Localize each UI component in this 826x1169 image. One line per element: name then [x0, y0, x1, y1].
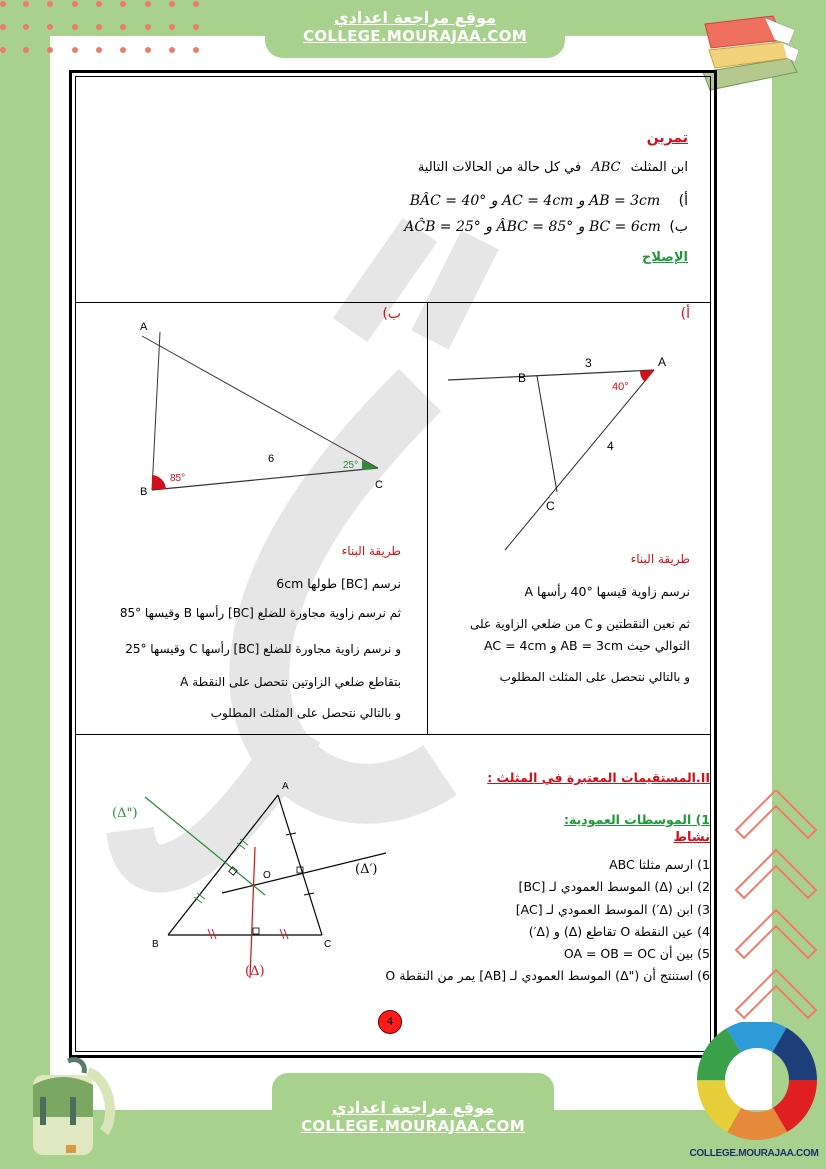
part-a-line-4: و بالتالي نتحصل على المثلث المطلوب	[499, 670, 690, 684]
label-b: B	[152, 939, 159, 950]
label-delta: (Δ)	[245, 964, 265, 979]
page-number: 4	[378, 1010, 402, 1034]
figure-perpendicular-bisectors	[100, 775, 400, 985]
label-b: B	[140, 486, 148, 498]
part-b-line-4: بتقاطع ضلعي الزاوتين نتحصل على النقطة A	[180, 675, 401, 689]
footer-site-url[interactable]: COLLEGE.MOURAJAA.COM	[301, 1117, 525, 1135]
case-b	[404, 219, 688, 235]
solution-title: الإصلاح	[642, 250, 688, 265]
part-b-method-title: طريقة البناء	[341, 544, 401, 558]
activity-item-5: 5) بين أن OA = OB = OC	[563, 946, 710, 961]
angle-b-mark	[152, 475, 166, 490]
activity-item-1: 1) ارسم مثلثا ABC	[609, 857, 710, 872]
label-a: A	[282, 781, 289, 792]
part-b-line-5: و بالتالي نتحصل على المثلث المطلوب	[210, 706, 401, 720]
part-a-label: أ)	[680, 306, 690, 322]
figure-b-triangle	[130, 318, 390, 498]
activity-item-4: 4) عين النقطة O تقاطع (Δ) و (Δ′)	[528, 924, 710, 939]
case-a-text: BÂC = 40° و AC = 4cm و AB = 3cm	[409, 193, 661, 209]
label-delta-double-prime: (Δ")	[112, 806, 138, 821]
prompt-rest: في كل حالة من الحالات التالية	[417, 160, 582, 175]
chevron-decorations	[732, 790, 822, 1040]
label-ab-length: 3	[585, 356, 592, 370]
label-angle-a: 40°	[612, 381, 629, 393]
label-c: C	[324, 939, 332, 950]
figure-a-triangle	[440, 340, 680, 555]
prompt-math: ABC	[591, 160, 621, 175]
exercise-title: تمرين	[646, 130, 688, 146]
exercise-prompt	[418, 160, 688, 175]
section2-subtitle: 1) الموسطات العمودية:	[564, 812, 710, 827]
case-a-label: أ)	[678, 193, 688, 209]
activity-item-6: 6) استنتج أن ("Δ) الموسط العمودي لـ [AB] يمر من النقطة O	[385, 968, 710, 983]
part-a-line-3: التوالي حيث AB = 3cm و AC = 4cm	[484, 638, 690, 653]
case-a	[410, 193, 688, 209]
part-a-line-2: ثم نعين النقطتين و C من ضلعي الزاوية على	[470, 617, 690, 631]
footer-logo-text: COLLEGE.MOURAJAA.COM	[689, 1148, 819, 1159]
header-banner	[265, 0, 565, 58]
angle-a-mark	[640, 370, 654, 382]
part-b-line-2: ثم نرسم زاوية مجاورة للضلع [BC] رأسها B وقيسها °85	[119, 606, 401, 620]
college-logo-icon	[696, 1022, 818, 1144]
label-a: A	[140, 321, 148, 333]
activity-title: نشاط	[673, 830, 710, 845]
label-c: C	[546, 499, 555, 513]
label-bc-length: 6	[268, 453, 275, 465]
footer-site-arabic[interactable]: موقع مراجعة اعدادي	[331, 1098, 495, 1117]
label-delta-prime: (Δ′)	[355, 862, 378, 877]
label-a: A	[658, 355, 667, 369]
label-c: C	[375, 479, 383, 491]
part-a-line-1: نرسم زاوية قيسها °40 رأسها A	[524, 584, 690, 599]
left-green-band	[0, 0, 50, 1169]
table-bottom-line	[75, 734, 711, 735]
activity-item-3: 3) ابن (Δ′) الموسط العمودي لـ [AC]	[515, 902, 710, 917]
label-ac-length: 4	[607, 439, 614, 453]
activity-item-2: 2) ابن (Δ) الموسط العمودي لـ [BC]	[518, 879, 710, 894]
label-b: B	[518, 371, 527, 385]
table-top-line	[75, 302, 711, 303]
part-b-line-3: و نرسم زاوية مجاورة للضلع [BC] رأسها C وقيسها °25	[125, 642, 401, 656]
backpack-icon	[18, 1057, 118, 1157]
footer-banner	[272, 1073, 554, 1169]
prompt-arabic: ابن المثلث	[630, 160, 688, 175]
table-middle-line	[427, 302, 428, 734]
case-b-label: ب)	[669, 219, 688, 235]
part-b-label: ب)	[382, 306, 401, 322]
label-angle-b: 85°	[170, 473, 186, 484]
section2-title: II.المستقيمات المعتبرة في المثلث :	[487, 770, 710, 785]
header-site-url[interactable]: COLLEGE.MOURAJAA.COM	[303, 27, 527, 45]
header-site-arabic[interactable]: موقع مراجعة اعدادي	[333, 8, 497, 27]
part-a-method-title: طريقة البناء	[630, 552, 690, 566]
part-b-line-1: نرسم [BC] طولها 6cm	[276, 576, 401, 591]
case-b-text: AĈB = 25° و ÂBC = 85° و BC = 6cm	[404, 219, 661, 235]
label-angle-c: 25°	[343, 460, 359, 471]
label-o: O	[263, 870, 271, 881]
